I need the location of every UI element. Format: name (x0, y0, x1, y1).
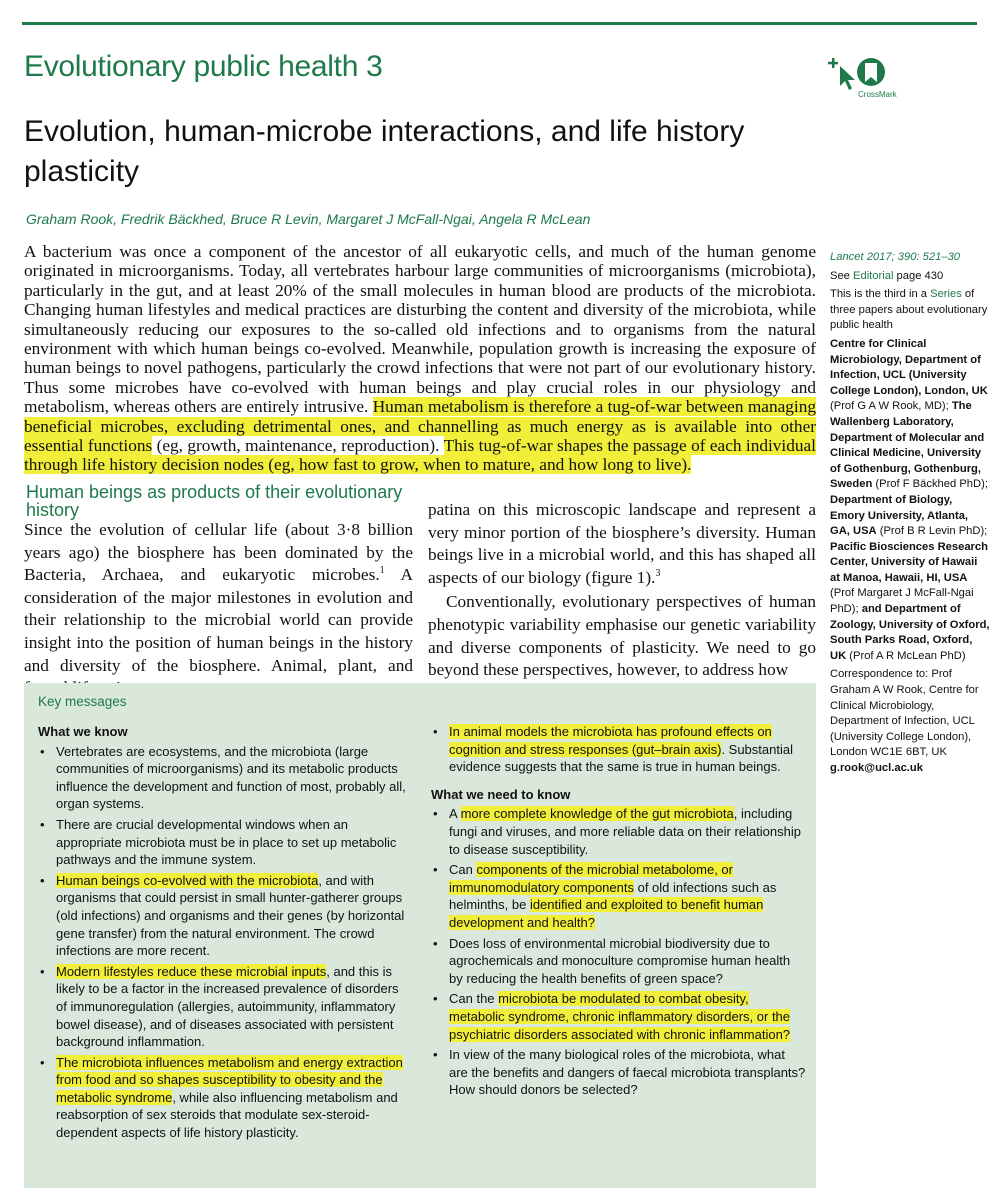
affiliation: and Department of Zoology, University of Oxford, South Parks Road, Oxford, UK (830, 603, 990, 662)
highlight: identified and exploited to benefit human development and health? (449, 897, 764, 930)
reference-link[interactable]: 1 (379, 565, 385, 577)
highlight: The microbiota influences metabolism and energy extraction from food and so shapes susceptibility to obesity and the metabolic syndrome (56, 1054, 403, 1105)
affiliation: Centre for Clinical Microbiology, Department of Infection, UCL (University College London), London, UK (830, 337, 988, 397)
editorial-note (830, 269, 990, 285)
body-paragraph: Conventionally, evolutionary perspectives of human phenotypic variability emphasise our genetic variability and diverse components of plasticity. We need to go beyond these perspectives, however, to address how (428, 592, 816, 680)
section-heading: Human beings as products of their evolutionary history (26, 482, 403, 520)
list-item (431, 723, 806, 776)
editorial-link[interactable]: Editorial (853, 269, 894, 282)
correspondence (830, 667, 990, 776)
email-link[interactable]: g.rook@ucl.ac.uk (830, 762, 923, 774)
list-text: Can the (449, 991, 499, 1007)
affiliation-person: (Prof B R Levin PhD); (876, 525, 988, 538)
affiliation-person: (Prof A R McLean PhD) (846, 649, 966, 662)
highlight: components of the microbial metabolome, or immunomodulatory components (449, 862, 733, 895)
series-link[interactable]: Series (930, 288, 962, 301)
affiliation-person: (Prof F Bäckhed PhD); (872, 478, 988, 491)
list-item (431, 805, 806, 858)
key-messages-column-2 (431, 723, 806, 1102)
list-text: A (449, 806, 461, 822)
sidebar-text: of three papers about evolutionary public health (830, 288, 988, 332)
body-paragraph (24, 519, 413, 700)
header-rule (22, 22, 977, 25)
list-item (38, 872, 408, 960)
margin-sidebar (830, 250, 990, 780)
list-item: • Does loss of environmental microbial biodiversity due to agrochemicals and monoculture compromise human health by reducing the health benefits of green space? (431, 935, 806, 988)
abstract-text: A bacterium was once a component of the ancestor of all eukaryotic cells, and much of the human genome originated in microorganisms. Today, all vertebrates harbour large communities of microorganisms (microbiota), particularly in the gut, and at least 20% of the small molecules in human blood are products of the microbiota. Changing human lifestyles and medical practices are disturbing the content and diversity of the microbiota, while simultaneously reducing our exposures to the so-called old infections and to organisms from the natural environment with which human beings co-evolved. Meanwhile, population growth is increasing the exposure of human beings to novel pathogens, particularly the crowd infections that were not part of our evolutionary history. Thus some microbes have co-evolved with human beings and play crucial roles in our physiology and metabolism, whereas others are entirely intrusive. (24, 242, 816, 417)
correspondence-text: Correspondence to: Prof Graham A W Rook, Centre for Clinical Microbiology, Department of Infection, UCL (University College London), London WC1E 6BT, UK (830, 668, 979, 759)
affiliation: The Wallenberg Laboratory, Department of Molecular and Clinical Medicine, University of Gothenburg, Gothenburg, Sweden (830, 400, 985, 491)
list-text: , and this is likely to be a factor in the increased prevalence of disorders of immunoregulation (allergies, autoimmunity, inflammatory bowel disease), and of diseases associated with persistent background inflammation. (56, 963, 399, 1050)
list-item: • Vertebrates are ecosystems, and the microbiota (large communities of microorganisms) and its metabolic products influence the development and function of most, probably all, organ systems. (38, 743, 408, 813)
key-messages-column-1 (38, 723, 408, 1145)
highlight: In animal models the microbiota has profound effects on cognition and stress responses (gut–brain axis) (449, 724, 772, 757)
citation: Lancet 2017; 390: 521–30 (830, 251, 961, 263)
crossmark-label: CrossMark (858, 90, 897, 99)
body-paragraph (428, 499, 816, 589)
affiliation: Pacific Biosciences Research Center, University of Hawaii at Manoa, Hawaii, HI, USA (830, 540, 988, 584)
highlight: Human beings co-evolved with the microbiota (56, 872, 319, 888)
abstract (24, 242, 816, 475)
list-item: • In view of the many biological roles of the microbiota, what are the benefits and dangers of faecal microbiota transplants? How should donors be selected? (431, 1046, 806, 1099)
body-column-2 (428, 499, 816, 682)
highlight: Modern lifestyles reduce these microbial inputs (56, 963, 327, 979)
sidebar-text: page 430 (893, 269, 944, 282)
what-we-need-list (431, 805, 806, 1099)
what-we-know-list-cont (431, 723, 806, 776)
abstract-text: (eg, growth, maintenance, reproduction). (152, 436, 444, 456)
sidebar-text: This is the third in a (830, 288, 931, 301)
what-we-need-heading: What we need to know (431, 786, 571, 802)
affiliation: Department of Biology, Emory University, Atlanta, GA, USA (830, 493, 969, 538)
list-item (431, 990, 806, 1043)
list-text: , while also influencing metabolism and reabsorption of sex steroids that modulate sex-steroid-dependent aspects of life history plasticity. (56, 1089, 398, 1141)
body-text: Since the evolution of cellular life (about 3·8 billion years ago) the biosphere has been dominated by the Bacteria, Archaea, and eukaryotic microbes. (24, 520, 413, 585)
body-column-1 (24, 519, 413, 700)
list-text: , including fungi and viruses, and more reliable data on their relationship to disease susceptibility. (449, 806, 801, 857)
reference-link[interactable]: 3 (655, 568, 661, 580)
body-text: A consideration of the major milestones in evolution and their relationship to the microbial world can provide insight into the position of human beings in the history and diversity of the biosphere. Animal, plant, and (24, 565, 413, 675)
list-item (38, 1054, 408, 1142)
list-item (431, 861, 806, 931)
author-list: Graham Rook, Fredrik Bäckhed, Bruce R Levin, Margaret J McFall-Ngai, Angela R McLean (26, 211, 591, 227)
abstract-highlight: Human metabolism is therefore a tug-of-war between managing beneficial microbes, excluding detrimental ones, and channelling as much energy as is available into other essential functions (24, 397, 816, 456)
affiliation-person: (Prof G A W Rook, MD); (830, 400, 949, 413)
list-text: of old infections such as helminths, be (449, 879, 777, 913)
list-item (38, 963, 408, 1051)
body-text: patina on this microscopic landscape and represent a very minor portion of the biosphere’s diversity. Human beings live in a microbial world, and this has shaped all aspects of our biology (figure 1). (428, 500, 816, 587)
list-text: . Substantial evidence suggests that the same is true in human beings. (449, 741, 793, 775)
what-we-know-heading: What we know (38, 724, 128, 739)
series-title: Evolutionary public health 3 (24, 50, 383, 83)
key-messages-panel (24, 683, 816, 1188)
key-messages-title: Key messages (38, 694, 127, 709)
list-text: Can (449, 862, 477, 878)
list-text: , and with organisms that could persist in small hunter-gatherer groups (old infections) and organisms and their genes (by horizontal gene transfer) from the natural environment. The crowd infections are more recent. (56, 872, 405, 959)
what-we-know-list (38, 743, 408, 1142)
highlight: microbiota be modulated to combat obesity, metabolic syndrome, chronic inflammatory disorders, or the psychiatric disorders associated with chronic inflammation? (449, 991, 791, 1042)
sidebar-text: See (830, 269, 854, 282)
series-note (830, 287, 990, 334)
affiliations (830, 337, 990, 664)
abstract-highlight: This tug-of-war shapes the passage of each individual through life history decision nodes (eg, how fast to grow, when to mature, and how long to live). (24, 436, 816, 475)
list-item: • There are crucial developmental windows when an appropriate microbiota must be in place to set up metabolic pathways and the immune system. (38, 816, 408, 869)
affiliation-person: (Prof Margaret J McFall-Ngai PhD); (830, 587, 974, 616)
article-title: Evolution, human-microbe interactions, and life history plasticity (24, 115, 745, 188)
highlight: more complete knowledge of the gut microbiota (460, 806, 734, 822)
